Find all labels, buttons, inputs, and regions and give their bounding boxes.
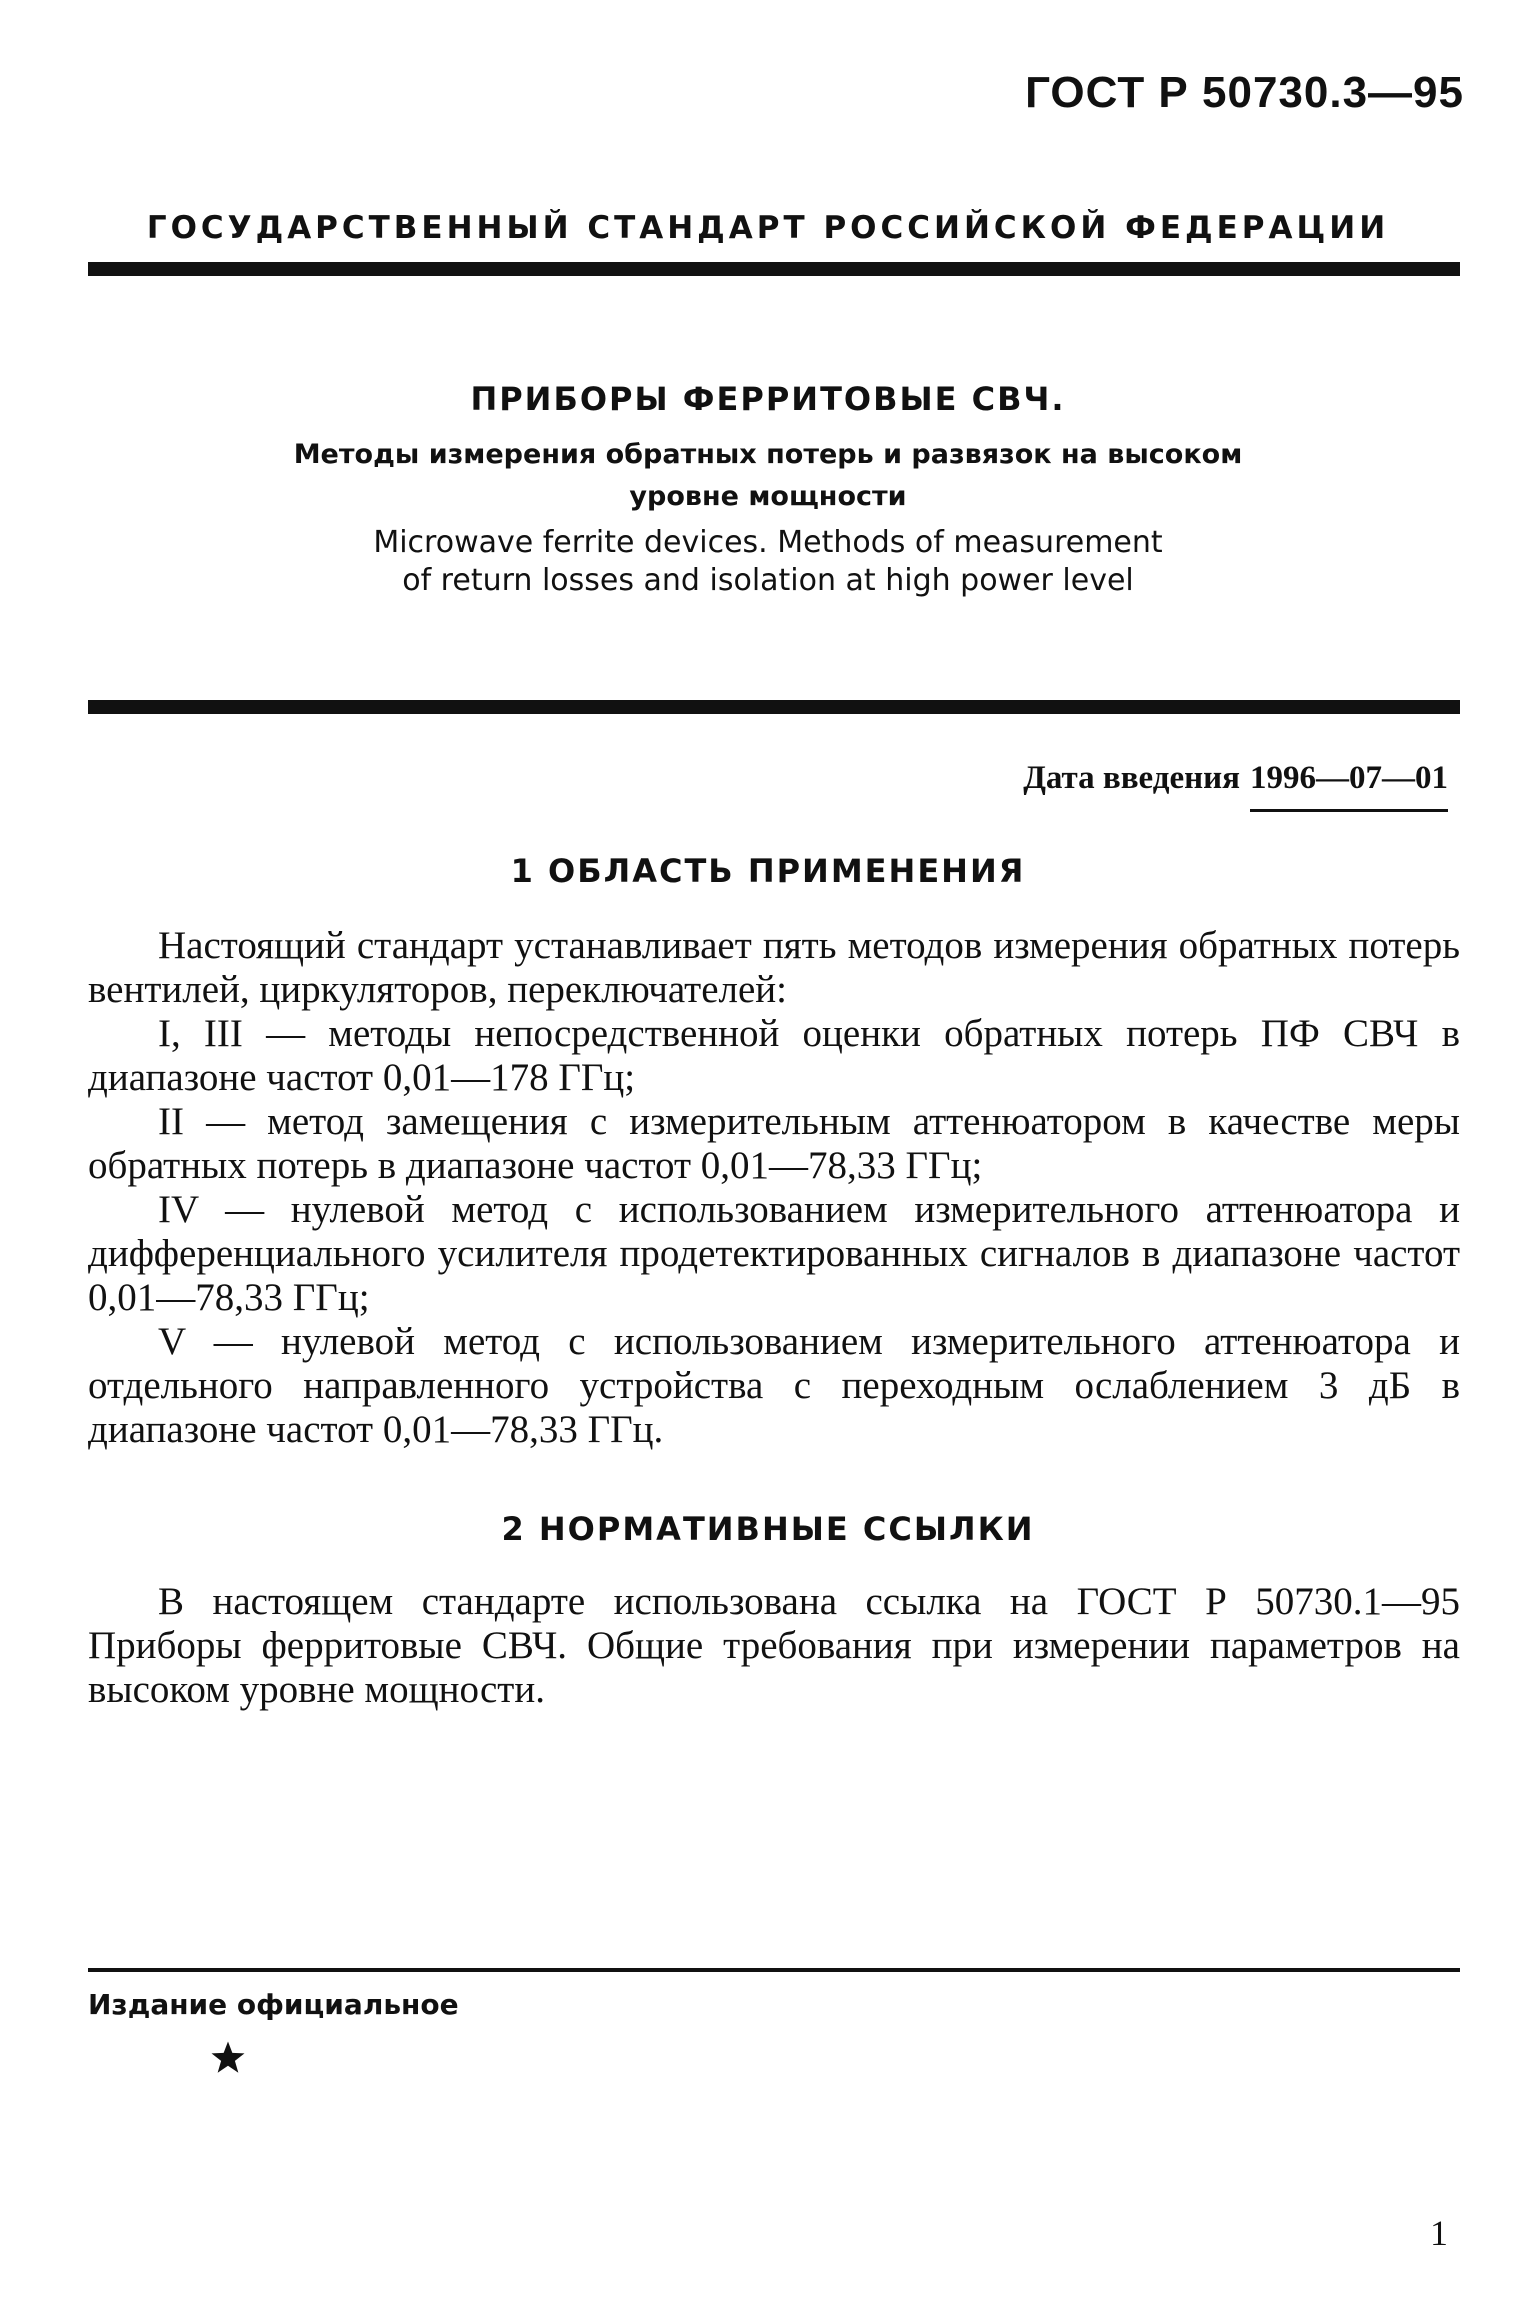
paragraph: V — нулевой метод с использованием измерительного аттенюатора и отдельного направленного устройства с переходным ослаблением 3 дБ в диапазоне частот 0,01—78,33 ГГц. [88,1320,1460,1451]
subtitle-en-line: of return losses and isolation at high power level [402,563,1134,598]
middle-divider [88,700,1460,714]
subtitle-en-line: Microwave ferrite devices. Methods of measurement [373,525,1163,560]
paragraph: I, III — методы непосредственной оценки обратных потерь ПФ СВЧ в диапазоне частот 0,01—178 ГГц; [88,1012,1460,1099]
section-1-heading: 1 ОБЛАСТЬ ПРИМЕНЕНИЯ [510,852,1026,890]
star-icon [210,2040,246,2076]
paragraph: В настоящем стандарте использована ссылка на ГОСТ Р 50730.1—95 Приборы ферритовые СВЧ. Общие требования при измерении параметров на высоком уровне мощности. [88,1580,1460,1711]
section-1-body [88,924,1460,1452]
document-code: ГОСТ Р 50730.3—95 [1025,68,1464,117]
paragraph: IV — нулевой метод с использованием измерительного аттенюатора и дифференциального усилителя продетектированных сигналов в диапазоне частот 0,01—78,33 ГГц; [88,1188,1460,1319]
page-number: 1 [1430,2213,1448,2253]
document-title: ПРИБОРЫ ФЕРРИТОВЫЕ СВЧ. [470,380,1066,418]
footer-divider [88,1968,1460,1972]
introduction-date [1023,760,1448,812]
subtitle-ru-line: уровне мощности [629,481,907,512]
subtitle-ru-line: Методы измерения обратных потерь и развязок на высоком [293,439,1243,470]
section-2-body [88,1580,1460,1712]
subtitle-english [120,524,1416,600]
paragraph: Настоящий стандарт устанавливает пять методов измерения обратных потерь вентилей, циркуляторов, переключателей: [88,924,1460,1011]
introduction-date-label: Дата введения [1023,760,1240,796]
paragraph: II — метод замещения с измерительным аттенюатором в качестве меры обратных потерь в диапазоне частот 0,01—78,33 ГГц; [88,1100,1460,1187]
section-2-heading: 2 НОРМАТИВНЫЕ ССЫЛКИ [501,1510,1035,1548]
subtitle-russian [120,434,1416,518]
edition-label: Издание официальное [88,1988,459,2021]
top-divider [88,262,1460,276]
introduction-date-value: 1996—07—01 [1250,760,1448,812]
state-standard-title: ГОСУДАРСТВЕННЫЙ СТАНДАРТ РОССИЙСКОЙ ФЕДЕРАЦИИ [146,210,1390,246]
